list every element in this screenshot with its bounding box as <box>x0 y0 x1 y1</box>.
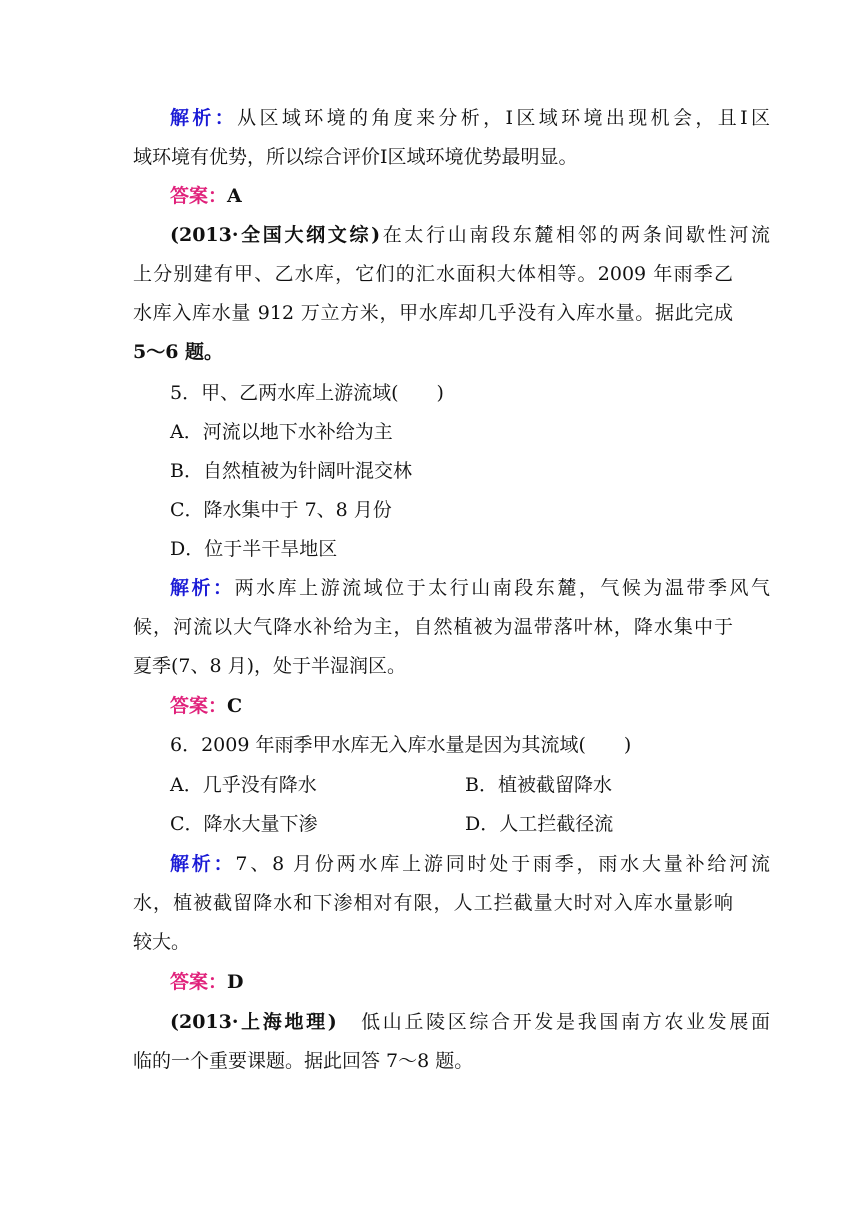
analysis-1-line-1 <box>170 106 770 130</box>
analysis-label: 解析： <box>170 577 235 599</box>
answer-label: 答案： <box>170 185 228 207</box>
question-5-option-a: A．河流以地下水补给为主 <box>170 421 393 443</box>
question-6-option-a: A．几乎没有降水 <box>170 774 317 796</box>
answer-value: C <box>227 695 243 717</box>
context-2-line-2: 临的一个重要课题。据此回答 7～8 题。 <box>133 1050 474 1072</box>
analysis-6-line-2: 水，植被截留降水和下渗相对有限，人工拦截量大时对入库水量影响 <box>133 892 733 914</box>
answer-label: 答案： <box>170 971 228 993</box>
answer-5 <box>170 694 770 718</box>
answer-1 <box>170 184 770 208</box>
analysis-5-line-1 <box>170 576 770 600</box>
context-1-line-4: 5～6 题。 <box>133 341 224 363</box>
analysis-label: 解析： <box>170 853 236 875</box>
question-5-option-b: B．自然植被为针阔叶混交林 <box>170 460 412 482</box>
context-1-line-1 <box>170 223 770 247</box>
context-1-line-2: 上分别建有甲、乙水库，它们的汇水面积大体相等。2009 年雨季乙 <box>133 263 733 285</box>
context-text: 低山丘陵区综合开发是我国南方农业发展面 <box>336 1011 770 1033</box>
analysis-6-line-1 <box>170 852 770 876</box>
analysis-1-line-2: 域环境有优势，所以综合评价Ⅰ区域环境优势最明显。 <box>133 146 578 168</box>
question-5-stem: 5．甲、乙两水库上游流域( ) <box>170 382 444 404</box>
context-text: 在太行山南段东麓相邻的两条间歇性河流 <box>380 224 770 246</box>
source-citation: (2013·上海地理) <box>170 1011 337 1033</box>
context-2-line-1 <box>170 1010 770 1034</box>
analysis-text: 7、8 月份两水库上游同时处于雨季，雨水大量补给河流 <box>235 853 770 875</box>
analysis-label: 解析： <box>170 107 238 129</box>
question-6-option-c: C．降水大量下渗 <box>170 813 318 835</box>
analysis-6-line-3: 较大。 <box>133 931 191 953</box>
analysis-text: 从区域环境的角度来分析，Ⅰ区域环境出现机会，且Ⅰ区 <box>237 107 770 129</box>
analysis-5-line-3: 夏季(7、8 月)，处于半湿润区。 <box>133 655 407 677</box>
answer-label: 答案： <box>170 695 228 717</box>
question-5-option-d: D．位于半干旱地区 <box>170 538 338 560</box>
answer-value: D <box>227 971 244 993</box>
question-6-stem: 6．2009 年雨季甲水库无入库水量是因为其流域( ) <box>170 734 632 756</box>
analysis-5-line-2: 候，河流以大气降水补给为主，自然植被为温带落叶林，降水集中于 <box>133 616 733 638</box>
question-6-option-b: B．植被截留降水 <box>465 774 612 796</box>
answer-value: A <box>227 185 242 207</box>
context-1-line-3: 水库入库水量 912 万立方米，甲水库却几乎没有入库水量。据此完成 <box>133 302 733 324</box>
source-citation: (2013·全国大纲文综) <box>170 224 381 246</box>
answer-6 <box>170 970 770 994</box>
analysis-text: 两水库上游流域位于太行山南段东麓，气候为温带季风气 <box>234 577 770 599</box>
question-6-option-d: D．人工拦截径流 <box>465 813 614 835</box>
question-5-option-c: C．降水集中于 7、8 月份 <box>170 499 392 521</box>
